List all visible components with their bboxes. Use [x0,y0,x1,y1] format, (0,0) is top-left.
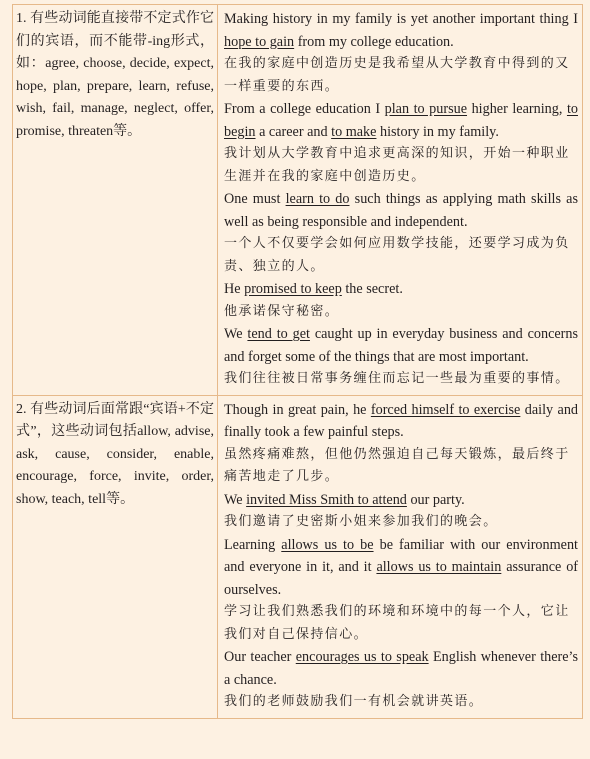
sentence-text: from my college education. [294,33,454,50]
sentence-text: One must [224,191,286,207]
sentence-text: caught up in everyday business and concerns and forget some of the things that are most important. [224,326,578,365]
underlined-phrase: allows us to maintain [376,559,502,575]
example-chinese: 虽然疼痛难熬，但他仍然强迫自己每天锻炼，最后终于痛苦地走了几步。 [224,446,570,484]
example-item [224,534,578,647]
table-row [13,5,583,396]
example-chinese: 我们邀请了史密斯小姐来参加我们的晚会。 [224,514,498,529]
underlined-phrase: learn to do [285,191,350,207]
sentence-text: our party. [406,491,465,508]
example-english [224,399,578,444]
rule-description: 有些动词后面常跟“宾语+不定式”，这些动词包括allow, advise, ask, cause, consider, enable, encourage, force, invite, order, show, teach, tell等。 [16,401,215,507]
example-chinese: 我计划从大学教育中追求更高深的知识，开始一种职业生涯并在我的家庭中创造历史。 [224,146,570,184]
rule-cell [13,5,218,396]
example-english [224,323,578,368]
example-chinese: 学习让我们熟悉我们的环境和环境中的每一个人，它让我们对自己保持信心。 [224,604,570,642]
grammar-table [12,4,583,719]
sentence-text: daily and finally took a few painful steps. [224,401,579,440]
rule-number: 2. [16,401,27,417]
rule-number: 1. [16,11,27,26]
example-english [224,646,578,691]
example-item [224,646,578,714]
sentence-text: such things as applying math skills as well as being responsible and independent. [224,191,579,230]
example-english [224,98,578,143]
underlined-phrase: allows us to be [281,536,374,553]
sentence-text: be familiar with our environment and everyone in it, and it [224,536,578,575]
example-item [224,98,578,188]
sentence-text: assurance of ourselves. [224,559,579,598]
example-item [224,399,578,489]
sentence-text: history in my family. [376,123,499,140]
example-item [224,8,578,98]
underlined-phrase: encourages us to speak [295,649,429,665]
underlined-phrase: invited Miss Smith to attend [246,491,407,508]
example-chinese: 他承诺保守秘密。 [224,303,340,319]
examples-cell [218,395,583,718]
sentence-text: From a college education I [224,101,385,117]
examples-cell [218,5,583,396]
sentence-text: higher learning, [467,101,567,117]
example-english [224,534,578,602]
sentence-text: Learning [224,536,282,553]
table-row [13,395,583,718]
example-chinese: 在我的家庭中创造历史是我希望从大学教育中得到的又一样重要的东西。 [224,56,570,94]
underlined-phrase: promised to keep [244,281,342,297]
underlined-phrase: forced himself to exercise [370,401,521,418]
example-english [224,188,578,233]
rule-description: 有些动词能直接带不定式作它们的宾语，而不能带-ing形式，如：agree, choose, decide, expect, hope, plan, prepare, learn, refuse, wish, fail, manage, neglect, offer, promise, threaten等。 [16,11,215,139]
underlined-phrase: tend to get [247,326,310,342]
underlined-phrase: plan to pursue [384,101,468,117]
underlined-phrase: to begin [224,101,578,140]
sentence-text: He [224,281,245,297]
sentence-text: We [224,491,247,508]
sentence-text: English whenever there’s a chance. [224,649,579,688]
underlined-phrase: to make [331,123,377,140]
example-item [224,278,578,323]
example-chinese: 我们往往被日常事务缠住而忘记一些最为重要的事情。 [224,371,570,386]
rule-cell [13,395,218,718]
example-item [224,323,578,391]
sentence-text: Our teacher [224,649,296,665]
example-english [224,489,578,512]
sentence-text: We [224,326,248,342]
underlined-phrase: hope to gain [224,33,295,50]
grammar-table-body [13,5,583,719]
example-item [224,489,578,534]
example-english [224,278,578,301]
example-item [224,188,578,278]
sentence-text: a career and [255,123,332,140]
example-chinese: 一个人不仅要学会如何应用数学技能，还要学习成为负责、独立的人。 [224,236,570,274]
example-english [224,8,578,53]
page-bottom-edge [12,752,582,759]
sentence-text: Making history in my family is yet another important thing I [224,11,578,27]
example-chinese: 我们的老师鼓励我们一有机会就讲英语。 [224,694,484,709]
sentence-text: the secret. [341,281,403,297]
sentence-text: Though in great pain, he [224,401,371,418]
